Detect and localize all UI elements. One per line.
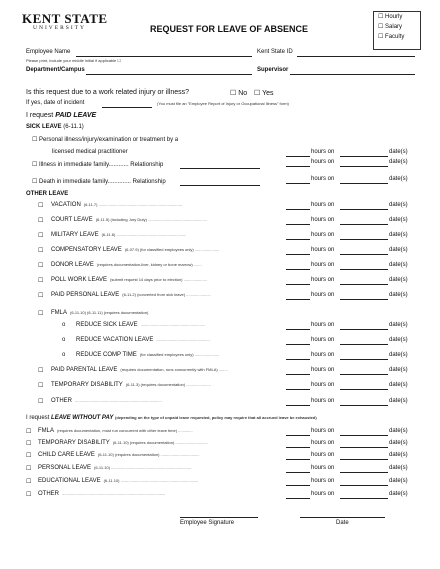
unpaid-personal-leave-label [38, 465, 191, 471]
unpaid-temporary-disability-label [38, 440, 208, 446]
donor-leave-checkbox[interactable]: ☐ [38, 263, 44, 269]
poll-work-leave-dates-label: date(s) [389, 277, 408, 283]
unpaid-other-checkbox[interactable]: ☐ [26, 492, 32, 498]
donor-leave-date-field[interactable] [340, 269, 388, 270]
employee-signature-label: Employee Signature [180, 520, 235, 526]
department-label: Department/Campus [26, 67, 85, 73]
sick-item-label[interactable]: ☐ Death in immediate family.............. Relationship [32, 179, 166, 185]
leave-type-name: REDUCE COMP TIME [76, 352, 137, 358]
reduce-vacation-leave-date-field[interactable] [340, 344, 388, 345]
injury-yes-checkbox[interactable]: ☐ Yes [254, 90, 274, 97]
unpaid-personal-leave-hours-field[interactable] [286, 472, 310, 473]
incident-date-field[interactable] [102, 107, 152, 108]
kent-state-id-label: Kent State ID [257, 49, 293, 55]
bullet-marker: o [62, 322, 66, 328]
unpaid-child-care-leave-label [38, 452, 199, 458]
sick-item-dates-label: date(s) [389, 149, 408, 155]
employee-name-field[interactable] [76, 56, 252, 57]
leave-type-name: PAID PARENTAL LEAVE [51, 367, 118, 373]
vacation-checkbox[interactable]: ☐ [38, 203, 44, 209]
sick-item-hours-field[interactable] [286, 156, 310, 157]
leave-type-name: TEMPORARY DISABILITY [38, 440, 110, 446]
unpaid-other-label [38, 491, 165, 497]
sick-item-date-field[interactable] [340, 166, 388, 167]
reduce-sick-leave-hours-field[interactable] [286, 329, 310, 330]
paid-personal-leave-hours-label: hours on [311, 292, 335, 298]
temporary-disability-hours-label: hours on [311, 382, 335, 388]
sick-leave-heading: SICK LEAVE (6-11.1) [26, 124, 84, 130]
unpaid-temporary-disability-checkbox[interactable]: ☐ [26, 441, 32, 447]
leave-type-name: PERSONAL LEAVE [38, 465, 92, 471]
temporary-disability-label [51, 382, 211, 388]
reduce-sick-leave-date-field[interactable] [340, 329, 388, 330]
bullet-marker: o [62, 352, 66, 358]
signature-date-label: Date [336, 520, 349, 526]
kent-state-id-field[interactable] [297, 56, 415, 57]
unpaid-fmla-hours-field[interactable] [286, 435, 310, 436]
leave-type-detail: (6-11.5) (including Jury Duty) ..................................................... [95, 217, 207, 222]
reduce-sick-leave-hours-label: hours on [311, 322, 335, 328]
paid-parental-leave-label [51, 367, 228, 373]
unpaid-temporary-disability-dates-label: date(s) [389, 440, 408, 446]
reduce-vacation-leave-label [76, 337, 210, 343]
leave-type-name: REDUCE SICK LEAVE [76, 322, 138, 328]
court-leave-hours-field[interactable] [286, 224, 310, 225]
leave-type-name: PAID PERSONAL LEAVE [51, 292, 120, 298]
military-leave-date-field[interactable] [340, 239, 388, 240]
supervisor-label: Supervisor [257, 67, 289, 73]
leave-type-name: EDUCATIONAL LEAVE [38, 478, 101, 484]
leave-type-detail: (6-11.10) (6-11.11) (requires documentation) [70, 310, 149, 315]
unpaid-other-hours-label: hours on [311, 491, 335, 497]
unpaid-leave-intro: I request LEAVE WITHOUT PAY (depending on the type of unpaid leave requested, policy may require that all accrued leave be exhausted) [26, 415, 317, 421]
court-leave-label [51, 217, 207, 223]
reduce-vacation-leave-dates-label: date(s) [389, 337, 408, 343]
sick-item-label[interactable]: ☐ Illness in immediate family............ Relationship [32, 162, 164, 168]
reduce-comp-time-hours-label: hours on [311, 352, 335, 358]
sick-item-hours-label: hours on [311, 176, 335, 182]
signature-line[interactable] [180, 517, 258, 518]
compensatory-leave-checkbox[interactable]: ☐ [38, 248, 44, 254]
leave-type-name: TEMPORARY DISABILITY [51, 382, 123, 388]
other-label [51, 398, 162, 404]
leave-type-detail: (requires documentation-liver, kidney or bone marrow) ....... [96, 262, 202, 267]
leave-type-detail: ................................................ [156, 337, 210, 342]
unpaid-personal-leave-date-field[interactable] [340, 472, 388, 473]
unpaid-child-care-leave-hours-label: hours on [311, 452, 335, 458]
unpaid-educational-leave-hours-field[interactable] [286, 485, 310, 486]
paid-personal-leave-dates-label: date(s) [389, 292, 408, 298]
unpaid-other-hours-field[interactable] [286, 498, 310, 499]
unpaid-personal-leave-hours-label: hours on [311, 465, 335, 471]
leave-type-detail: (requires documentation, must run concurrent with other leave time) ............. [57, 428, 193, 433]
leave-type-name: OTHER [38, 491, 59, 497]
name-note: Please print, include your middle initial if applicable ☐ [26, 58, 121, 63]
temporary-disability-dates-label: date(s) [389, 382, 408, 388]
university-logo: KENT STATE [22, 11, 108, 26]
paid-personal-leave-hours-field[interactable] [286, 299, 310, 300]
unpaid-fmla-label [38, 428, 193, 434]
military-leave-hours-label: hours on [311, 232, 335, 238]
unpaid-child-care-leave-date-field[interactable] [340, 459, 388, 460]
form-title: REQUEST FOR LEAVE OF ABSENCE [150, 24, 309, 34]
reduce-vacation-leave-hours-field[interactable] [286, 344, 310, 345]
leave-type-name: REDUCE VACATION LEAVE [76, 337, 154, 343]
reduce-vacation-leave-hours-label: hours on [311, 337, 335, 343]
military-leave-label [51, 232, 186, 238]
temporary-disability-hours-field[interactable] [286, 389, 310, 390]
sick-item-label[interactable]: ☐ Personal illness/injury/examination or treatment by a [32, 137, 179, 143]
donor-leave-label [51, 262, 202, 268]
unpaid-educational-leave-checkbox[interactable]: ☐ [26, 479, 32, 485]
poll-work-leave-hours-field[interactable] [286, 284, 310, 285]
leave-type-detail: (6-11.10) (requires documentation) ............................. [112, 440, 208, 445]
paid-parental-leave-hours-field[interactable] [286, 374, 310, 375]
temporary-disability-checkbox[interactable]: ☐ [38, 383, 44, 389]
leave-type-name: DONOR LEAVE [51, 262, 94, 268]
vacation-date-field[interactable] [340, 209, 388, 210]
unpaid-temporary-disability-date-field[interactable] [340, 447, 388, 448]
unpaid-educational-leave-date-field[interactable] [340, 485, 388, 486]
compensatory-leave-hours-label: hours on [311, 247, 335, 253]
leave-type-name: VACATION [51, 202, 81, 208]
incident-date-label: If yes, date of incident [26, 100, 85, 106]
other-checkbox[interactable]: ☐ [38, 399, 44, 405]
other-date-field[interactable] [340, 405, 388, 406]
leave-type-name: FMLA [51, 310, 68, 316]
unpaid-fmla-date-field[interactable] [340, 435, 388, 436]
sick-item-hours-field[interactable] [286, 166, 310, 167]
temporary-disability-date-field[interactable] [340, 389, 388, 390]
court-leave-checkbox[interactable]: ☐ [38, 218, 44, 224]
poll-work-leave-checkbox[interactable]: ☐ [38, 278, 44, 284]
paid-leave-intro: I request PAID LEAVE [26, 112, 97, 119]
paid-parental-leave-date-field[interactable] [340, 374, 388, 375]
injury-no-checkbox[interactable]: ☐ No [230, 90, 248, 97]
unpaid-fmla-dates-label: date(s) [389, 428, 408, 434]
leave-type-name: POLL WORK LEAVE [51, 277, 108, 283]
poll-work-leave-label [51, 277, 207, 283]
paid-parental-leave-checkbox[interactable]: ☐ [38, 368, 44, 374]
reduce-sick-leave-label [76, 322, 205, 328]
sick-item-hours-label: hours on [311, 149, 335, 155]
unpaid-child-care-leave-hours-field[interactable] [286, 459, 310, 460]
unpaid-fmla-checkbox[interactable]: ☐ [26, 429, 32, 435]
sick-item-label-cont: licensed medical practitioner [52, 149, 128, 155]
court-leave-hours-label: hours on [311, 217, 335, 223]
unpaid-fmla-hours-label: hours on [311, 428, 335, 434]
leave-type-detail: (6-11.6) ............................................................... [101, 232, 187, 237]
unpaid-personal-leave-dates-label: date(s) [389, 465, 408, 471]
military-leave-dates-label: date(s) [389, 232, 408, 238]
sick-item-hours-label: hours on [311, 159, 335, 165]
reduce-comp-time-date-field[interactable] [340, 359, 388, 360]
unpaid-other-date-field[interactable] [340, 498, 388, 499]
reduce-comp-time-label [76, 352, 219, 358]
fmla-label [51, 310, 148, 316]
leave-type-name: OTHER [51, 398, 72, 404]
injury-question: Is this request due to a work related injury or illness? [26, 89, 190, 96]
unpaid-educational-leave-hours-label: hours on [311, 478, 335, 484]
faculty-checkbox[interactable]: ☐ Faculty [378, 34, 405, 40]
paid-parental-leave-hours-label: hours on [311, 367, 335, 373]
leave-type-detail: (6-11.10) ........................................................................ [94, 465, 192, 470]
vacation-hours-field[interactable] [286, 209, 310, 210]
department-field[interactable] [86, 74, 252, 75]
sick-item-date-field[interactable] [340, 183, 388, 184]
leave-type-detail: (submit request 14 days prior to election) ..................... [110, 277, 207, 282]
leave-type-detail: (6-11.10) ...................................................................... [103, 478, 199, 483]
paid-personal-leave-label [51, 292, 211, 298]
unpaid-personal-leave-checkbox[interactable]: ☐ [26, 466, 32, 472]
donor-leave-hours-field[interactable] [286, 269, 310, 270]
signature-date-line[interactable] [300, 517, 385, 518]
donor-leave-dates-label: date(s) [389, 262, 408, 268]
leave-type-name: MILITARY LEAVE [51, 232, 99, 238]
sick-item-dates-label: date(s) [389, 176, 408, 182]
leave-type-detail: ............................................................................................. [62, 491, 166, 496]
leave-type-name: FMLA [38, 428, 55, 434]
relationship-field[interactable] [180, 185, 260, 186]
sick-item-date-field[interactable] [340, 156, 388, 157]
other-dates-label: date(s) [389, 398, 408, 404]
supervisor-field[interactable] [290, 74, 415, 75]
leave-type-detail: .............................................................................. [75, 398, 162, 403]
unpaid-temporary-disability-hours-field[interactable] [286, 447, 310, 448]
leave-type-detail: (for classified employees only) ...................... [139, 352, 220, 357]
compensatory-leave-label [51, 247, 219, 253]
leave-type-detail: (6-11.2) (converted from sick leave) ...................... [122, 292, 211, 297]
unpaid-temporary-disability-hours-label: hours on [311, 440, 335, 446]
compensatory-leave-date-field[interactable] [340, 254, 388, 255]
other-hours-field[interactable] [286, 405, 310, 406]
leave-type-name: COMPENSATORY LEAVE [51, 247, 122, 253]
military-leave-hours-field[interactable] [286, 239, 310, 240]
injury-form-note: (You must file an "Employee Report of Injury or Occupational Illness" form) [157, 101, 289, 106]
leave-type-detail: .......................................................... [140, 322, 206, 327]
leave-type-detail: (requires documentation, runs concurrently with FMLA) ........ [120, 367, 228, 372]
leave-type-detail: (6-11.3) (requires documentation) ...................... [125, 382, 211, 387]
unpaid-child-care-leave-dates-label: date(s) [389, 452, 408, 458]
leave-type-name: CHILD CARE LEAVE [38, 452, 95, 458]
sick-item-dates-label: date(s) [389, 159, 408, 165]
hourly-checkbox[interactable]: ☐ Hourly [378, 14, 403, 20]
fmla-checkbox[interactable]: ☐ [38, 311, 44, 317]
military-leave-checkbox[interactable]: ☐ [38, 233, 44, 239]
employee-name-label: Employee Name [26, 49, 71, 55]
compensatory-leave-hours-field[interactable] [286, 254, 310, 255]
university-logo-subtitle: UNIVERSITY [33, 25, 86, 31]
paid-parental-leave-dates-label: date(s) [389, 367, 408, 373]
vacation-label [51, 202, 182, 208]
unpaid-child-care-leave-checkbox[interactable]: ☐ [26, 453, 32, 459]
leave-type-name: COURT LEAVE [51, 217, 93, 223]
bullet-marker: o [62, 337, 66, 343]
paid-personal-leave-checkbox[interactable]: ☐ [38, 293, 44, 299]
reduce-comp-time-dates-label: date(s) [389, 352, 408, 358]
compensatory-leave-dates-label: date(s) [389, 247, 408, 253]
leave-type-detail: (6-11.7) ........................................................................... [83, 202, 182, 207]
reduce-sick-leave-dates-label: date(s) [389, 322, 408, 328]
poll-work-leave-hours-label: hours on [311, 277, 335, 283]
leave-type-detail: (6-11.10) (requires documentation) ................................... [97, 452, 200, 457]
salary-checkbox[interactable]: ☐ Salary [378, 24, 403, 30]
other-leave-heading: OTHER LEAVE [26, 191, 69, 197]
vacation-hours-label: hours on [311, 202, 335, 208]
employee-type-box [373, 11, 421, 50]
other-hours-label: hours on [311, 398, 335, 404]
sick-item-hours-field[interactable] [286, 183, 310, 184]
court-leave-dates-label: date(s) [389, 217, 408, 223]
unpaid-educational-leave-dates-label: date(s) [389, 478, 408, 484]
reduce-comp-time-hours-field[interactable] [286, 359, 310, 360]
relationship-field[interactable] [180, 168, 260, 169]
vacation-dates-label: date(s) [389, 202, 408, 208]
unpaid-educational-leave-label [38, 478, 198, 484]
leave-type-detail: (6-07.9) (for classified employees only) ...................... [124, 247, 220, 252]
court-leave-date-field[interactable] [340, 224, 388, 225]
unpaid-other-dates-label: date(s) [389, 491, 408, 497]
donor-leave-hours-label: hours on [311, 262, 335, 268]
poll-work-leave-date-field[interactable] [340, 284, 388, 285]
paid-personal-leave-date-field[interactable] [340, 299, 388, 300]
